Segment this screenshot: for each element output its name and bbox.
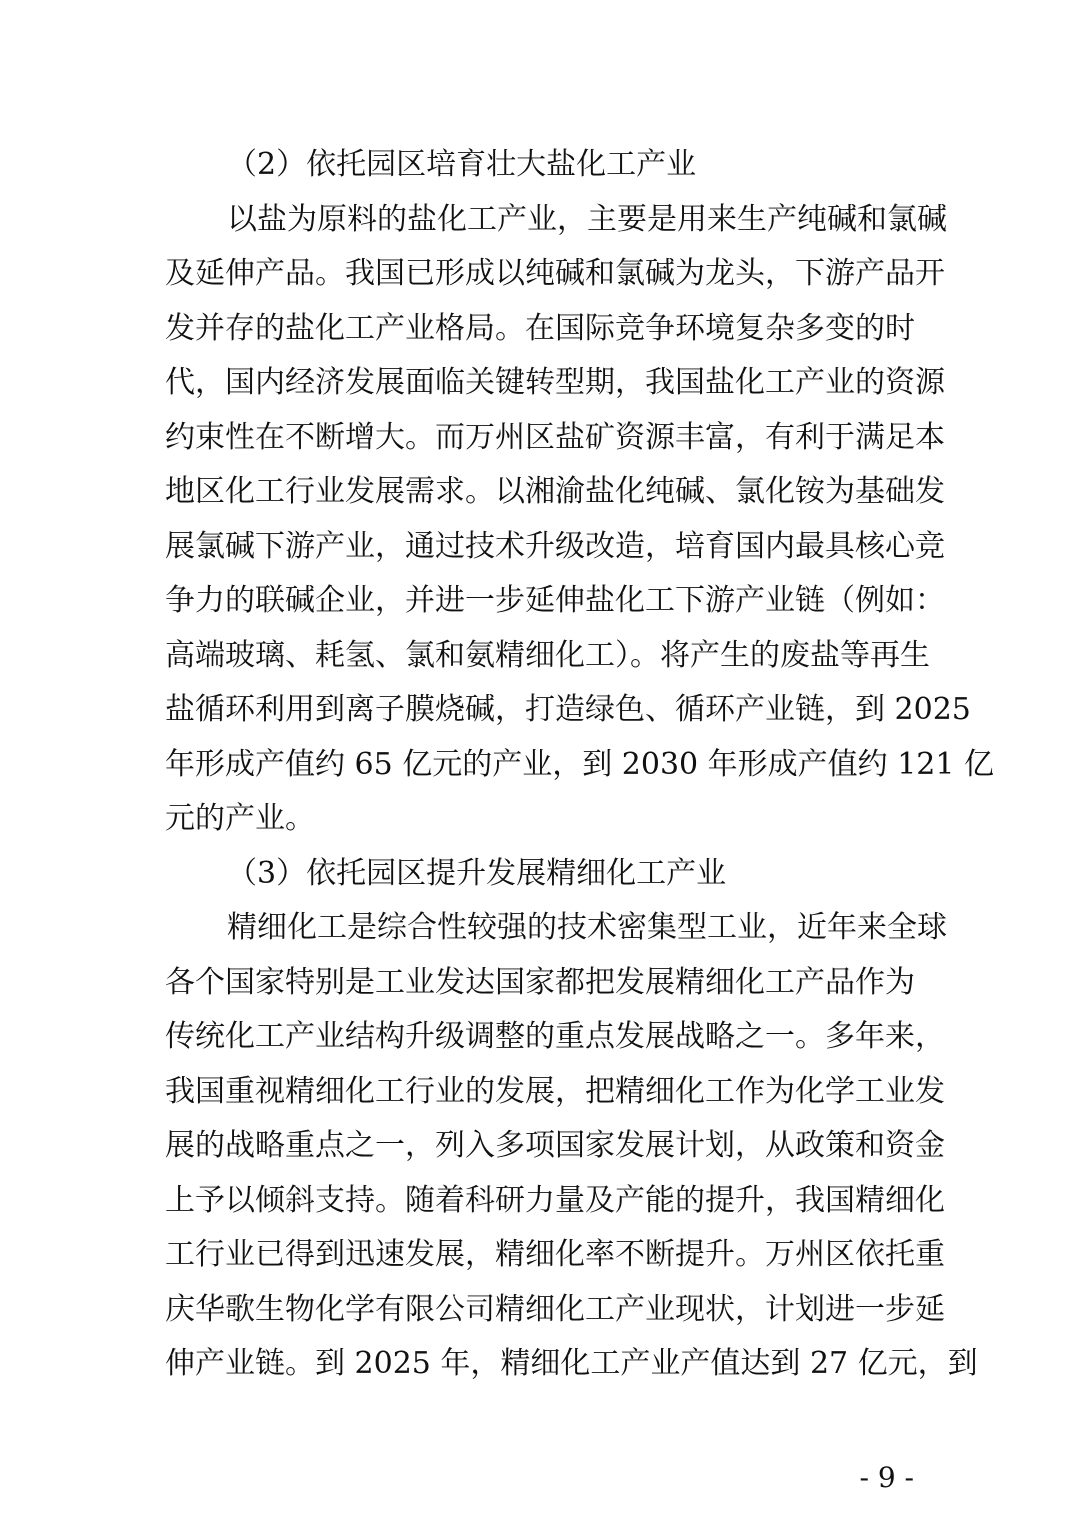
paragraph-line: 传统化工产业结构升级调整的重点发展战略之一。多年来， — [165, 1019, 945, 1054]
paragraph-line: 争力的联碱企业，并进一步延伸盐化工下游产业链（例如： — [165, 583, 945, 618]
paragraph-line: 元的产业。 — [165, 801, 315, 836]
section-heading-2: （2）依托园区培育壮大盐化工产业 — [227, 147, 697, 182]
paragraph-line: 发并存的盐化工产业格局。在国际竞争环境复杂多变的时 — [165, 310, 915, 346]
paragraph-line: 盐循环利用到离子膜烧碱，打造绿色、循环产业链，到 2025 — [165, 692, 971, 727]
paragraph-line: 以盐为原料的盐化工产业，主要是用来生产纯碱和氯碱 — [227, 201, 947, 237]
paragraph-line: 我国重视精细化工行业的发展，把精细化工作为化学工业发 — [165, 1073, 945, 1109]
paragraph-line: 工行业已得到迅速发展，精细化率不断提升。万州区依托重 — [165, 1237, 945, 1272]
paragraph-line: 精细化工是综合性较强的技术密集型工业，近年来全球 — [227, 910, 947, 945]
paragraph-fine-chemical — [165, 901, 978, 1392]
paragraph-salt-chemical — [165, 193, 994, 847]
paragraph-line: 年形成产值约 65 亿元的产业，到 2030 年形成产值约 121 亿 — [165, 746, 994, 782]
paragraph-line: 各个国家特别是工业发达国家都把发展精细化工产品作为 — [165, 964, 915, 1000]
paragraph-line: 地区化工行业发展需求。以湘渝盐化纯碱、氯化铵为基础发 — [165, 474, 945, 509]
paragraph-line: 高端玻璃、耗氢、氯和氨精细化工）。将产生的废盐等再生 — [165, 637, 930, 673]
paragraph-line: 展氯碱下游产业，通过技术升级改造，培育国内最具核心竞 — [165, 528, 945, 564]
paragraph-line: 代，国内经济发展面临关键转型期，我国盐化工产业的资源 — [165, 365, 945, 400]
page-body — [165, 138, 994, 1392]
paragraph-line: 展的战略重点之一，列入多项国家发展计划，从政策和资金 — [165, 1128, 945, 1163]
section-heading-3: （3）依托园区提升发展精细化工产业 — [227, 855, 727, 891]
paragraph-line: 上予以倾斜支持。随着科研力量及产能的提升，我国精细化 — [165, 1182, 945, 1218]
paragraph-line: 约束性在不断增大。而万州区盐矿资源丰富，有利于满足本 — [165, 419, 945, 455]
paragraph-line: 伸产业链。到 2025 年，精细化工产业产值达到 27 亿元，到 — [165, 1346, 978, 1381]
paragraph-line: 庆华歌生物化学有限公司精细化工产业现状，计划进一步延 — [165, 1291, 945, 1327]
page-number: - 9 - — [859, 1461, 914, 1494]
paragraph-line: 及延伸产品。我国已形成以纯碱和氯碱为龙头，下游产品开 — [165, 256, 945, 291]
